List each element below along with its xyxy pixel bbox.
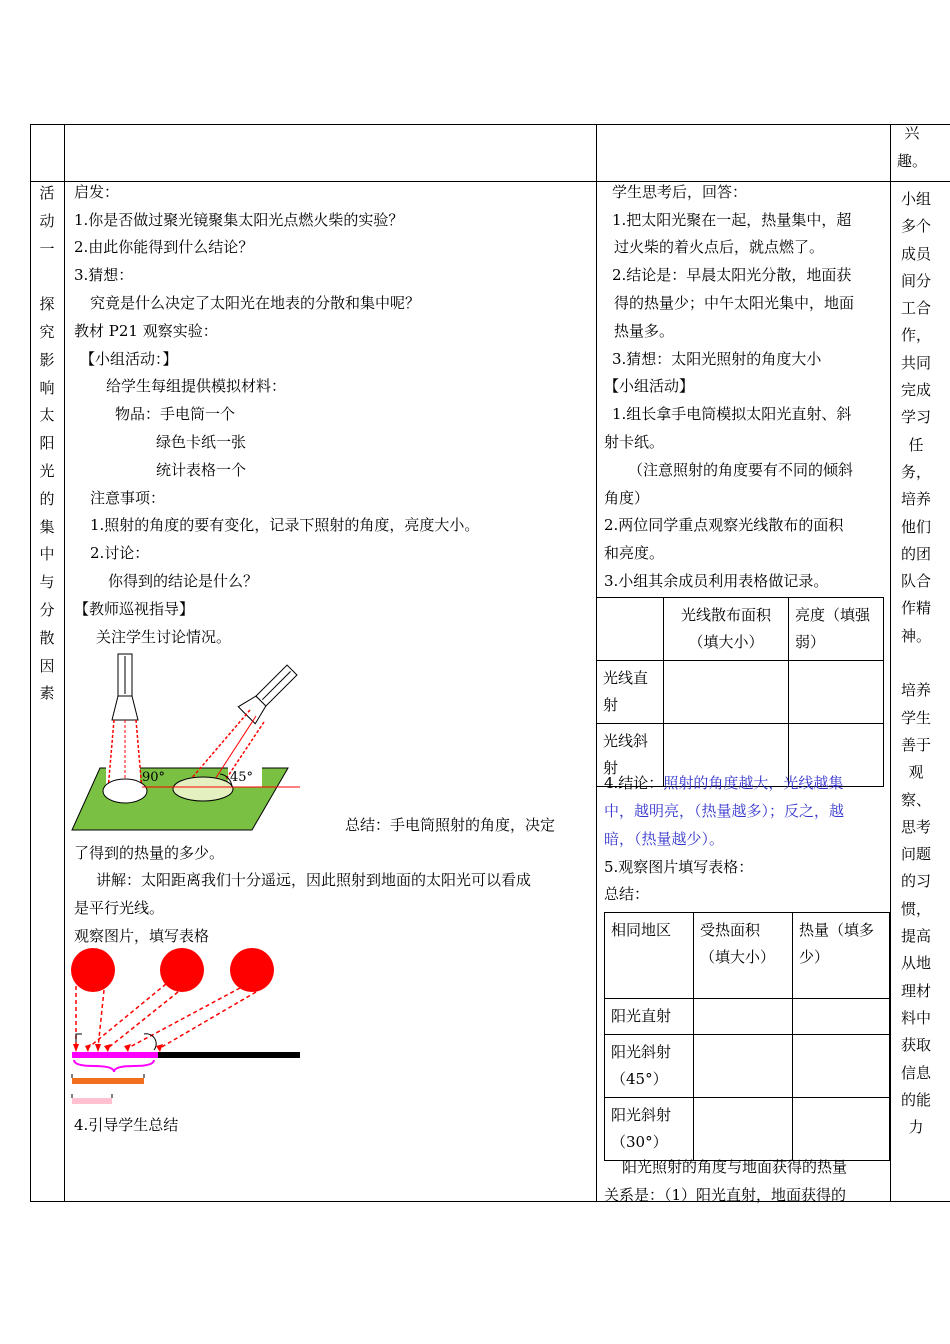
student-line: 5.观察图片填写表格：: [604, 858, 754, 876]
angle-label-90: 90°: [142, 770, 166, 785]
teacher-line: 你得到的结论是什么？: [108, 572, 259, 590]
teacher-line: 2.讨论：: [90, 544, 150, 562]
student-line: 过火柴的着火点后，就点燃了。: [614, 238, 825, 256]
activity-label: 活 动 一 探 究 影 响 太 阳 光 的 集 中 与 分 散 因 素: [39, 184, 55, 703]
light-observation-table: 光线散布面积（填大小） 亮度（填强弱） 光线直射 光线斜射: [596, 597, 884, 787]
student-line: 关系是：（1）阳光直射，地面获得的: [604, 1186, 847, 1204]
student-line: 阳光照射的角度与地面获得的热量: [622, 1158, 848, 1176]
teacher-line: 绿色卡纸一张: [156, 433, 247, 451]
student-line: （注意照射的角度要有不同的倾斜: [628, 461, 854, 479]
student-line: 2.两位同学重点观察光线散布的面积: [604, 516, 844, 534]
flashlight-diagram: [70, 650, 310, 832]
teacher-line: 关注学生讨论情况。: [96, 628, 232, 646]
student-conclusion: 中，越明亮，（热量越多）；反之，越: [604, 802, 845, 820]
teacher-line: 4.引导学生总结: [74, 1116, 179, 1134]
teacher-line: 1.照射的角度的要有变化，记录下照射的角度，亮度大小。: [90, 516, 480, 534]
table-top-border: [30, 124, 950, 125]
teacher-line: 【教师巡视指导】: [74, 600, 195, 618]
top-row-intent: 兴 趣。: [896, 124, 927, 170]
teacher-line: 给学生每组提供模拟材料：: [106, 377, 287, 395]
row-divider: [30, 181, 950, 182]
student-line: 1.组长拿手电筒模拟太阳光直射、斜: [612, 405, 852, 423]
student-line: 学生思考后，回答：: [612, 183, 748, 201]
student-line: 总结：: [604, 885, 650, 903]
design-intent: 小组 多个 成员 间分 工合 作， 共同 完成 学习 任 务， 培养 他们 的团 队合 作精 神。 培养 学生 善于 观 察、 思考 问题 的习 惯， 提高 从地 理材 料中 获取 信息 的能 力: [900, 190, 931, 1137]
teacher-line: 统计表格一个: [156, 461, 247, 479]
teacher-line: 物品：手电筒一个: [115, 405, 236, 423]
table-cell-input[interactable]: [694, 1035, 793, 1098]
teacher-line: 【小组活动：】: [80, 350, 178, 368]
student-line: 和亮度。: [604, 544, 665, 562]
table-cell-input[interactable]: [694, 1098, 793, 1161]
teacher-line: 了得到的热量的多少。: [74, 844, 225, 862]
sun-angle-diagram: [68, 948, 304, 1114]
sun-angle-table: 相同地区 受热面积（填大小） 热量（填多少） 阳光直射 阳光斜射（45°） 阳光斜射（30°）: [604, 912, 890, 1161]
teacher-line: 注意事项：: [90, 489, 166, 507]
sun-icon: [160, 948, 204, 992]
teacher-line: 启发：: [74, 183, 120, 201]
student-line: 角度）: [604, 489, 650, 507]
student-line: 2.结论是：早晨太阳光分散，地面获: [612, 266, 852, 284]
student-line: 热量多。: [614, 322, 675, 340]
teacher-line: 是平行光线。: [74, 899, 165, 917]
teacher-line: 3.猜想：: [74, 266, 134, 284]
teacher-line: 讲解：太阳距离我们十分遥远，因此照射到地面的太阳光可以看成: [96, 871, 532, 889]
teacher-line: 究竟是什么决定了太阳光在地表的分散和集中呢？: [90, 294, 421, 312]
table-cell-input[interactable]: [793, 999, 890, 1035]
student-line: 3.小组其余成员利用表格做记录。: [604, 572, 829, 590]
student-line: 3.猜想：太阳光照射的角度大小: [612, 350, 822, 368]
teacher-line: 1.你是否做过聚光镜聚集太阳光点燃火柴的实验？: [74, 211, 404, 229]
table-cell-input[interactable]: [664, 661, 789, 724]
sun-icon: [71, 948, 115, 992]
student-line: 1.把太阳光聚在一起，热量集中，超: [612, 211, 852, 229]
student-conclusion: 4.结论：照射的角度越大，光线越集: [604, 774, 844, 792]
angle-label-45: 45°: [230, 770, 254, 785]
table-cell-input[interactable]: [793, 1035, 890, 1098]
student-conclusion: 暗，（热量越少）。: [604, 830, 725, 848]
student-line: 得的热量少；中午太阳光集中，地面: [614, 294, 855, 312]
col-border-2: [64, 124, 65, 1202]
col-border-4: [890, 124, 891, 1202]
student-line: 射卡纸。: [604, 433, 665, 451]
student-line: 【小组活动】: [604, 377, 695, 395]
table-cell-input[interactable]: [789, 661, 884, 724]
teacher-line: 2.由此你能得到什么结论？: [74, 238, 254, 256]
teacher-line: 总结：手电筒照射的角度，决定: [345, 816, 556, 834]
teacher-line: 教材 P21 观察实验：: [74, 322, 218, 340]
sun-icon: [230, 948, 274, 992]
table-cell-input[interactable]: [694, 999, 793, 1035]
table-cell-input[interactable]: [793, 1098, 890, 1161]
teacher-line: 观察图片，填写表格: [74, 927, 210, 945]
